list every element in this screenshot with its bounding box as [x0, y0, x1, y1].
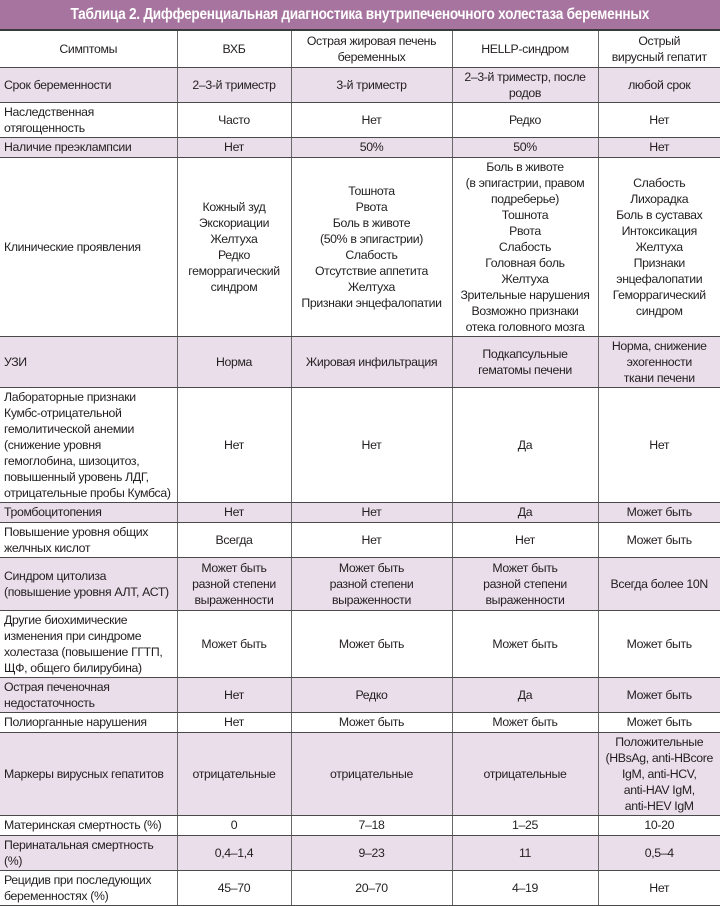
column-header-hepatitis: Острый вирусный гепатит [598, 31, 720, 67]
cell-vhb: 45–70 [177, 870, 291, 905]
cell-afl: Нет [291, 387, 452, 502]
row-label: Другие биохимические изменения при синдроме холестаза (повышение ГГТП, ЩФ, общего билирубина) [0, 610, 177, 677]
table-row [0, 835, 720, 870]
cell-vhb: Может быть разной степени выраженности [177, 557, 291, 610]
table-row [0, 137, 720, 157]
row-label: Клинические проявления [0, 157, 177, 336]
table-row [0, 102, 720, 137]
cell-hellp: 2–3-й триместр, после родов [452, 67, 598, 102]
cell-afl: 20–70 [291, 870, 452, 905]
cell-hellp: 11 [452, 835, 598, 870]
cell-hepatitis: Нет [598, 137, 720, 157]
cell-hellp: Да [452, 387, 598, 502]
cell-hellp: Может быть [452, 610, 598, 677]
cell-vhb: Нет [177, 712, 291, 732]
cell-hellp: отрицательные [452, 732, 598, 815]
row-label: УЗИ [0, 336, 177, 387]
cell-afl: 9–23 [291, 835, 452, 870]
row-label: Наследственная отягощенность [0, 102, 177, 137]
cell-afl: Нет [291, 102, 452, 137]
cell-afl: 50% [291, 137, 452, 157]
cell-hepatitis: Может быть [598, 677, 720, 712]
row-label: Острая печеночная недостаточность [0, 677, 177, 712]
cell-vhb: Кожный зуд Экскориации Желтуха Редко геморрагический синдром [177, 157, 291, 336]
cell-afl: Может быть [291, 712, 452, 732]
table-row [0, 732, 720, 815]
table-title-bar [0, 0, 720, 31]
cell-afl: Жировая инфильтрация [291, 336, 452, 387]
cell-afl: Нет [291, 522, 452, 557]
row-label: Маркеры вирусных гепатитов [0, 732, 177, 815]
cell-hepatitis: Может быть [598, 610, 720, 677]
table-body [0, 67, 720, 905]
table-row [0, 610, 720, 677]
cell-afl: 3-й триместр [291, 67, 452, 102]
differential-diagnosis-table [0, 31, 720, 906]
cell-vhb: Часто [177, 102, 291, 137]
table-row [0, 677, 720, 712]
cell-vhb: Нет [177, 502, 291, 522]
column-header-symptoms: Симптомы [0, 31, 177, 67]
row-label: Тромбоцитопения [0, 502, 177, 522]
cell-hellp: Может быть [452, 712, 598, 732]
table-title: Таблица 2. Дифференциальная диагностика внутрипеченочного холестаза беременных [70, 5, 650, 23]
cell-afl: Тошнота Рвота Боль в животе (50% в эпигастрии) Слабость Отсутствие аппетита Желтуха Признаки энцефалопатии [291, 157, 452, 336]
cell-vhb: 0,4–1,4 [177, 835, 291, 870]
column-header-vhb: ВХБ [177, 31, 291, 67]
row-label: Срок беременности [0, 67, 177, 102]
table-header-row [0, 31, 720, 67]
cell-hepatitis: Может быть [598, 712, 720, 732]
cell-hellp: 1–25 [452, 815, 598, 835]
cell-hepatitis: Положительные (HBsAg, anti-HBcore IgM, anti-HCV, anti-HAV IgM, anti-HEV IgM [598, 732, 720, 815]
cell-hepatitis: Нет [598, 870, 720, 905]
cell-vhb: Нет [177, 677, 291, 712]
cell-vhb: Нет [177, 137, 291, 157]
table-row [0, 502, 720, 522]
cell-hepatitis: Может быть [598, 502, 720, 522]
cell-hepatitis: Нет [598, 387, 720, 502]
cell-hellp: Может быть разной степени выраженности [452, 557, 598, 610]
cell-hellp: Боль в животе (в эпигастрии, правом подреберье) Тошнота Рвота Слабость Головная боль Желтуха Зрительные нарушения Возможно признаки отека головного мозга [452, 157, 598, 336]
row-label: Рецидив при последующих беременностях (%) [0, 870, 177, 905]
cell-afl: Редко [291, 677, 452, 712]
table-row [0, 557, 720, 610]
row-label: Синдром цитолиза (повышение уровня АЛТ, АСТ) [0, 557, 177, 610]
cell-hellp: Да [452, 677, 598, 712]
cell-vhb: 0 [177, 815, 291, 835]
row-label: Материнская смертность (%) [0, 815, 177, 835]
cell-afl: 7–18 [291, 815, 452, 835]
table-row [0, 157, 720, 336]
column-header-hellp: HELLP-синдром [452, 31, 598, 67]
cell-hellp: 4–19 [452, 870, 598, 905]
cell-vhb: Норма [177, 336, 291, 387]
cell-hellp: Редко [452, 102, 598, 137]
cell-hepatitis: Норма, снижение эхогенности ткани печени [598, 336, 720, 387]
cell-vhb: отрицательные [177, 732, 291, 815]
table-row [0, 870, 720, 905]
cell-hellp: 50% [452, 137, 598, 157]
cell-hepatitis: Может быть [598, 522, 720, 557]
row-label: Полиорганные нарушения [0, 712, 177, 732]
table-row [0, 336, 720, 387]
row-label: Лабораторные признаки Кумбс-отрицательной гемолитической анемии (снижение уровня гемоглобина, шизоцитоз, повышенный уровень ЛДГ, отрицательные пробы Кумбса) [0, 387, 177, 502]
table-row [0, 387, 720, 502]
cell-hepatitis: любой срок [598, 67, 720, 102]
row-label: Перинатальная смертность (%) [0, 835, 177, 870]
cell-vhb: Нет [177, 387, 291, 502]
table-row [0, 712, 720, 732]
row-label: Повышение уровня общих желчных кислот [0, 522, 177, 557]
cell-hellp: Нет [452, 522, 598, 557]
cell-afl: Может быть [291, 610, 452, 677]
table-row [0, 815, 720, 835]
cell-hepatitis: Всегда более 10N [598, 557, 720, 610]
column-header-afl: Острая жировая печень беременных [291, 31, 452, 67]
cell-vhb: Может быть [177, 610, 291, 677]
cell-afl: Может быть разной степени выраженности [291, 557, 452, 610]
cell-afl: Нет [291, 502, 452, 522]
cell-hellp: Подкапсульные гематомы печени [452, 336, 598, 387]
cell-vhb: 2–3-й триместр [177, 67, 291, 102]
cell-hepatitis: 10-20 [598, 815, 720, 835]
cell-hepatitis: Слабость Лихорадка Боль в суставах Интоксикация Желтуха Признаки энцефалопатии Геморрагический синдром [598, 157, 720, 336]
row-label: Наличие преэклампсии [0, 137, 177, 157]
cell-vhb: Всегда [177, 522, 291, 557]
cell-hepatitis: Нет [598, 102, 720, 137]
cell-hepatitis: 0,5–4 [598, 835, 720, 870]
cell-afl: отрицательные [291, 732, 452, 815]
table-row [0, 522, 720, 557]
table-row [0, 67, 720, 102]
cell-hellp: Да [452, 502, 598, 522]
